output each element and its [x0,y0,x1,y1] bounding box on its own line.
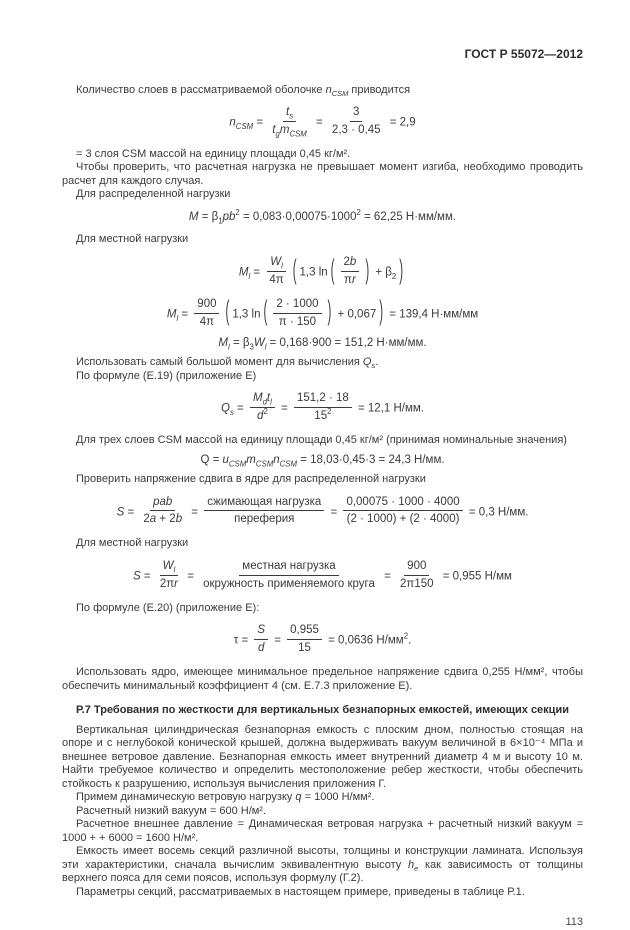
document-header-standard-number: ГОСТ Р 55072—2012 [464,47,583,61]
paragraph-distributed-load: Для распределенной нагрузки [76,188,231,201]
paragraph-local-load-2: Для местной нагрузки [76,537,189,550]
formula-local-moment-numeric: $M_l$ = $\frac{900}{4\pi}$ ( 1,3 ln ( $\frac{2 \cdot 1000}{\pi \cdot 150}$ ) + 0,067 ) = 139,4 Н·мм/мм [166,297,479,328]
formula-local-moment-symbolic: $M_l$ = $\frac{W_l}{4\pi}$ ( 1,3 ln ( $\frac{2b}{\pi r}$ ) + $\beta_2$ ) [238,255,404,286]
paragraph-vertical-tank: Вертикальная цилиндрическая безнапорная емкость с плоским дном, полностью стоящая на опоре и с неглубокой конической крышей, должна выдерживать вакуум величиной в 6×10⁻⁴ МПа и внешнее ветровое давление. Безнапорная емкость имеет внутренний диаметр 4 м и высоту 10 м. Найти требуемое количество и определить местоположение ребер жесткости, чтобы обеспечить стойкость к разрушению, используя вычисления приложения Г. [62,723,583,790]
formula-local-moment-beta3: $M_l = \beta_3W_l = 0,168\cdot 900 = 151,2$ Н·мм/мм. [218,336,427,351]
paragraph-external-pressure: Расчетное внешнее давление = Динамическая ветровая нагрузка + расчетный низкий вакуум = 1000 + + 6000 = 1600 Н/м². [62,818,583,844]
paragraph-low-vacuum: Расчетный низкий вакуум = 600 Н/м². [76,804,267,817]
formula-moment-distributed: $M = \beta_1pb^2 = 0,083\cdot 0,00075\cdot 1000^2 = 62,25$ Н·мм/мм. [188,208,457,226]
paragraph-wind-load: Примем динамическую ветровую нагрузку q = 1000 Н/мм². [76,791,375,804]
paragraph-check-load: Чтобы проверить, что расчетная нагрузка не превышает момент изгиба, необходимо проводить расчет для каждого случая. [62,161,583,187]
paragraph-use-largest-moment: Использовать самый большой момент для вычисления $Q_s$. [76,356,379,371]
formula-q-allowable: $Q = u_{CSM}m_{CSM}n_{CSM} = 18,03\cdot 0,45\cdot 3 = 24,3$ Н/мм. [200,453,445,468]
paragraph-formula-e19: По формуле (Е.19) (приложение Е) [76,369,257,382]
paragraph-three-layers-result: = 3 слоя CSM массой на единицу площади 0,45 кг/м². [76,147,351,160]
paragraph-eight-sections: Емкость имеет восемь секций различной высоты, толщины и конструкции ламината. Используя эти характеристики, сначала вычислим эквивалентную высоту $h_e$ как зависимость от толщины верхнего пояса для семи поясов, используя формулу (Г.2). [62,845,583,885]
section-heading-r7: Р.7 Требования по жесткости для вертикальных безнапорных емкостей, имеющих секции [76,704,569,717]
paragraph-table-reference: Параметры секций, рассматриваемых в настоящем примере, приведены в таблице Р.1. [76,885,525,898]
formula-ncsm: $n_{CSM}$ = $\frac{t_s}{t_gm_{CSM}}$ = $\frac{3}{2,3 \cdot 0,45}$ = 2,9 [229,106,416,139]
formula-shear-distributed: S = $\frac{\text{pab}}{2a + 2b}$ = $\frac{\text{сжимающая нагрузка}}{\text{переферия}}$ = $\frac{0,00075 \cdot 1000 \cdot 4000}{(2 \cdot 1000) + (2 \cdot 4000)}$ = 0,3 Н/мм. [116,495,529,526]
paragraph-three-csm-layers: Для трех слоев CSM массой на единицу площади 0,45 кг/м² (принимая номинальные значения) [76,434,567,446]
formula-tau: τ = $\frac{S}{d}$ = $\frac{0,955}{15}$ = 0,0636 $Н/мм^2$. [233,624,412,655]
paragraph-local-load-1: Для местной нагрузки [76,233,189,246]
paragraph-layer-count: Количество слоев в рассматриваемой оболочке $n_{CSM}$ приводится [76,83,411,98]
paragraph-check-core-shear: Проверить напряжение сдвига в ядре для распределенной нагрузки [76,473,426,485]
paragraph-formula-e20: По формуле (Е.20) (приложение Е): [76,601,260,614]
paragraph-core-requirement: Использовать ядро, имеющее минимальное предельное напряжение сдвига 0,255 Н/мм², чтобы обеспечить минимальный коэффициент 4 (см. Е.7.3 приложение Е). [62,666,583,692]
page-number: 113 [565,916,583,929]
formula-qs: $Q_s$ = $\frac{M_dt_l}{d^2}$ = $\frac{151,2 \cdot 18}{15^2}$ = 12,1 Н/мм. [221,392,424,423]
formula-shear-local: S = $\frac{W_l}{2\pi r}$ = $\frac{\text{местная нагрузка}}{\text{окружность применяемого круга}}$ = $\frac{900}{2\pi 150}$ = 0,955 Н/мм [133,559,512,590]
